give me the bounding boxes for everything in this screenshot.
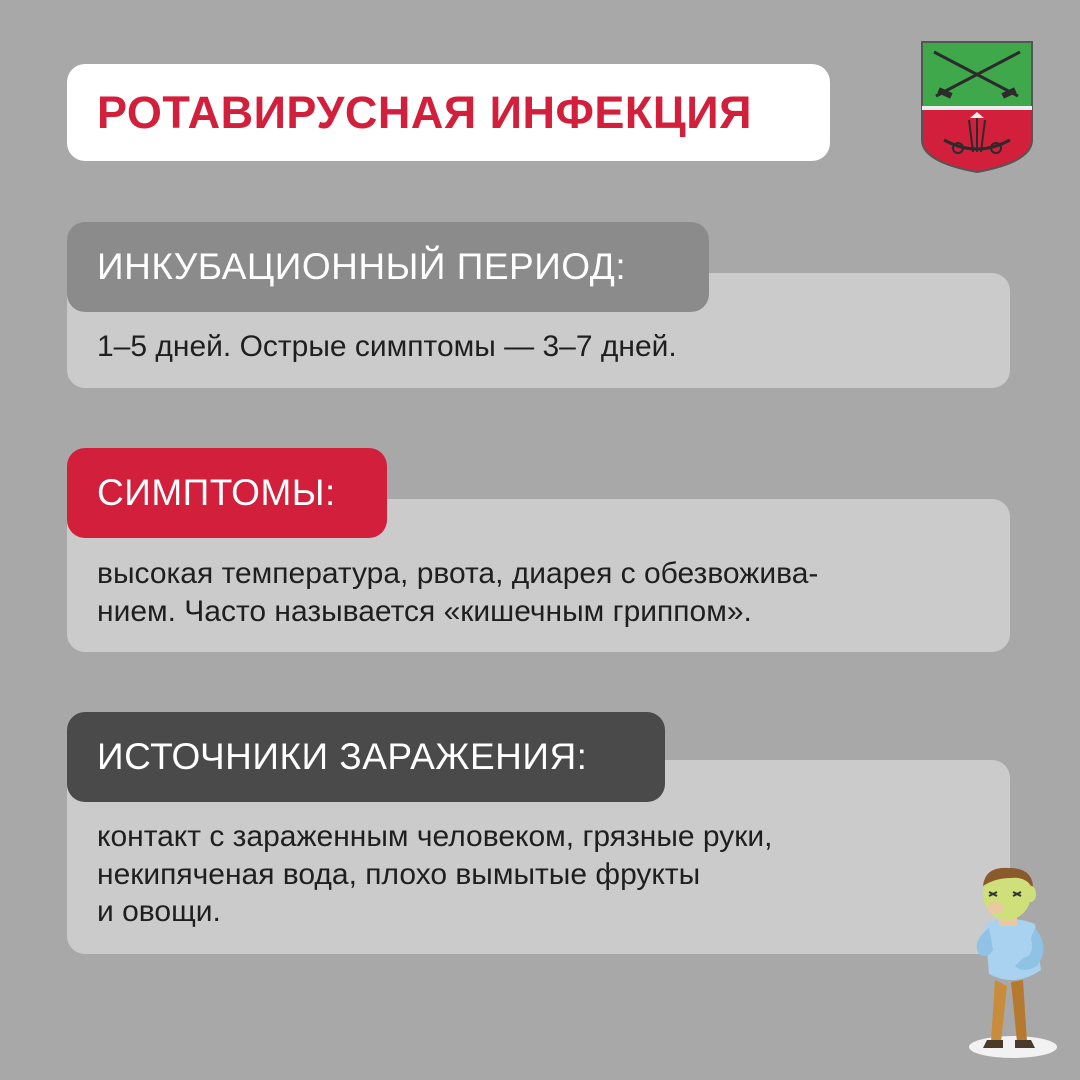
incubation-period-label: ИНКУБАЦИОННЫЙ ПЕРИОД: [67,222,709,312]
infection-sources-label: ИСТОЧНИКИ ЗАРАЖЕНИЯ: [67,712,665,802]
incubation-period-text: 1–5 дней. Острые симптомы — 3–7 дней. [67,273,1010,388]
page-title: РОТАВИРУСНАЯ ИНФЕКЦИЯ [97,86,752,138]
infection-sources-text: контакт с зараженным человеком, грязные руки, некипяченая вода, плохо вымытые фрукты и овощи. [67,760,1010,954]
symptoms-label: СИМПТОМЫ: [67,448,387,538]
sick-person-illustration [955,862,1065,1062]
coat-of-arms-icon [920,40,1034,178]
title-card [67,64,830,161]
symptoms-text: высокая температура, рвота, диарея с обезвожива- нием. Часто называется «кишечным гриппом». [67,499,1010,652]
